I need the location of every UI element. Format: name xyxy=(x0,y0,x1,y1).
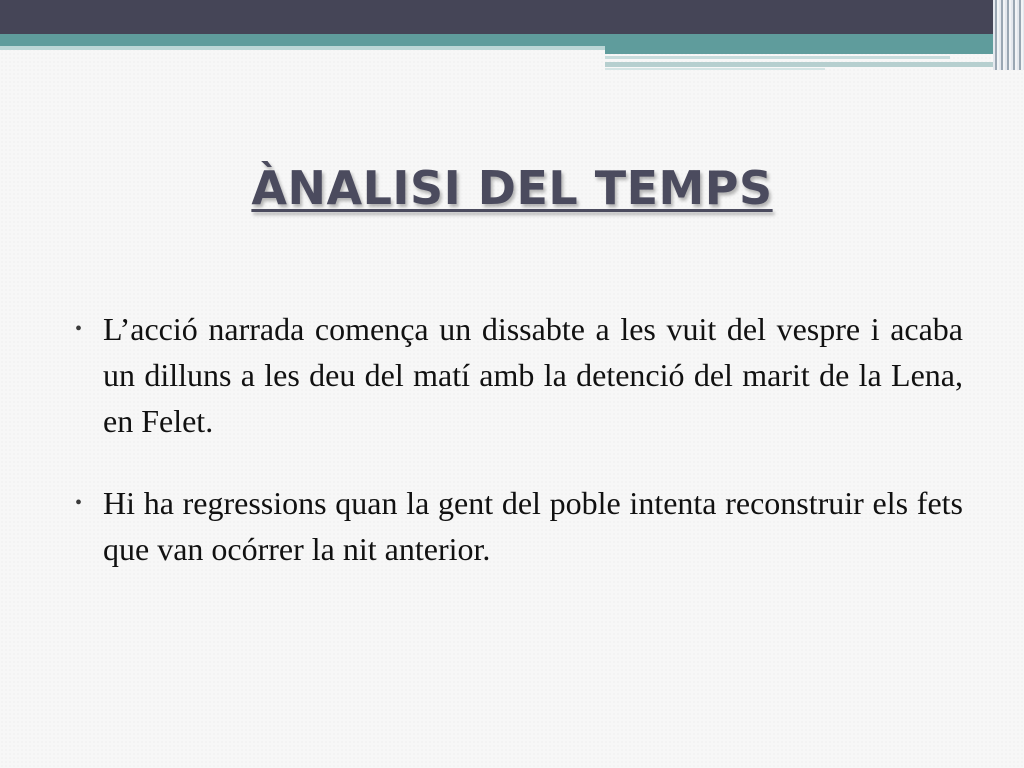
header-teal-step xyxy=(605,46,1024,54)
header-accent-line xyxy=(605,68,825,70)
bullet-item xyxy=(75,480,963,572)
header-accent-line xyxy=(605,62,1000,67)
bullet-icon: • xyxy=(75,318,83,340)
bullet-text: Hi ha regressions quan la gent del poble intenta reconstruir els fets que van ocórrer la nit anterior. xyxy=(103,485,963,567)
bullet-item xyxy=(75,306,963,444)
header-teal-bar xyxy=(0,34,1024,46)
bullet-list xyxy=(75,306,963,608)
bullet-text: L’acció narrada comença un dissabte a les vuit del vespre i acaba un dilluns a les deu del matí amb la detenció del marit de la Lena, en Felet. xyxy=(103,311,963,439)
header-accent-line xyxy=(605,56,950,59)
bullet-icon: • xyxy=(75,492,83,514)
slide-title: ÀNALISI DEL TEMPS xyxy=(251,161,773,215)
header-edge-stripes xyxy=(993,0,1024,70)
header-dark-bar xyxy=(0,0,1024,34)
